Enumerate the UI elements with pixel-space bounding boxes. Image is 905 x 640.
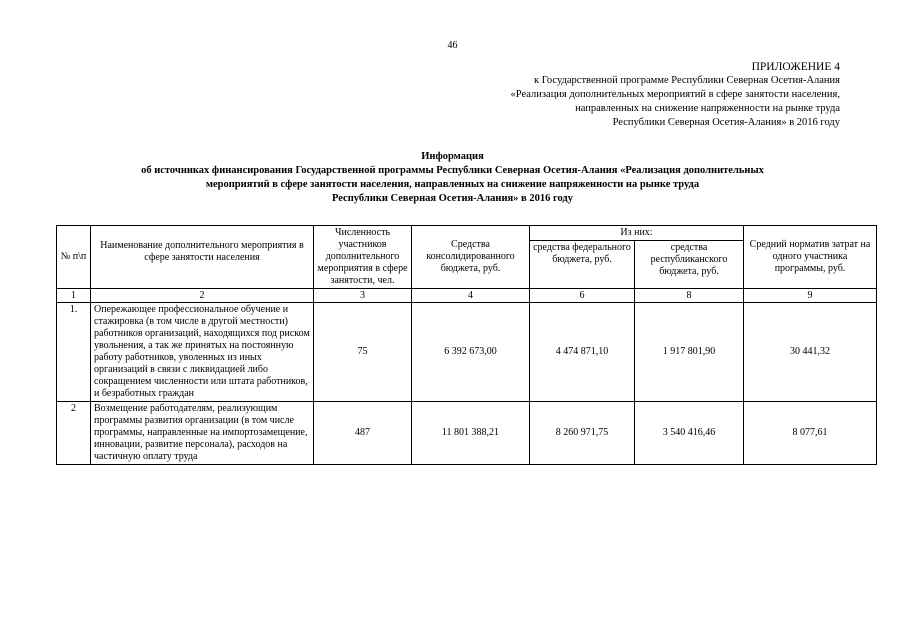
table-row (57, 402, 877, 465)
column-number: 2 (91, 289, 314, 303)
column-number: 4 (412, 289, 530, 303)
header-republic: средства республиканского бюджета, руб. (635, 240, 744, 288)
header-row (57, 226, 877, 241)
heading-line: об источниках финансирования Государственной программы Республики Северная Осетия-Алания «Реализация дополнительных (141, 165, 764, 176)
document-heading (40, 150, 865, 206)
row-consolidated: 6 392 673,00 (412, 303, 530, 402)
row-consolidated: 11 801 388,21 (412, 402, 530, 465)
row-number: 1. (57, 303, 91, 402)
table-row (57, 303, 877, 402)
heading-line: мероприятий в сфере занятости населения, направленных на снижение напряженности на рынке труда (205, 179, 700, 190)
row-republic: 1 917 801,90 (635, 303, 744, 402)
row-avg: 30 441,32 (744, 303, 877, 402)
row-number: 2 (57, 402, 91, 465)
page-number: 46 (447, 40, 458, 51)
appendix-title: ПРИЛОЖЕНИЕ 4 (751, 61, 840, 73)
column-number: 1 (57, 289, 91, 303)
appendix-line: к Государственной программе Республики Северная Осетия-Алания (534, 75, 840, 86)
row-count: 75 (314, 303, 412, 402)
appendix-line: Республики Северная Осетия-Алания» в 2016 году (612, 117, 840, 128)
header-count: Численность участников дополнительного мероприятия в сфере занятости, чел. (314, 226, 412, 289)
appendix-line: направленных на снижение напряженности на рынке труда (575, 103, 840, 114)
heading-title: Информация (421, 151, 484, 162)
row-federal: 8 260 971,75 (530, 402, 635, 465)
column-number-row (57, 289, 877, 303)
header-consolidated: Средства консолидированного бюджета, руб. (412, 226, 530, 289)
funding-table (56, 225, 877, 465)
header-avg: Средний норматив затрат на одного участника программы, руб. (744, 226, 877, 289)
row-republic: 3 540 416,46 (635, 402, 744, 465)
row-avg: 8 077,61 (744, 402, 877, 465)
heading-line: Республики Северная Осетия-Алания» в 2016 году (331, 193, 573, 204)
header-federal: средства федерального бюджета, руб. (530, 240, 635, 288)
header-of-them: Из них: (530, 226, 744, 241)
appendix-block (380, 60, 840, 130)
row-federal: 4 474 871,10 (530, 303, 635, 402)
appendix-line: «Реализация дополнительных мероприятий в сфере занятости населения, (510, 89, 840, 100)
column-number: 9 (744, 289, 877, 303)
row-name: Опережающее профессиональное обучение и стажировка (в том числе в другой местности) работников организаций, находящихся под риском увольнения, а так же принятых на постоянную работу работников, уволенных из иных организаций в связи с ликвидацией либо сокращением численности или штата работников, и безработных граждан (91, 303, 314, 402)
row-name: Возмещение работодателям, реализующим программы развития организации (в том числе программы, направленные на импортозамещение, инновации, развитие персонала), расходов на частичную оплату труда (91, 402, 314, 465)
header-num: № п\п (57, 226, 91, 289)
column-number: 6 (530, 289, 635, 303)
column-number: 3 (314, 289, 412, 303)
row-count: 487 (314, 402, 412, 465)
column-number: 8 (635, 289, 744, 303)
header-name: Наименование дополнительного мероприятия в сфере занятости населения (91, 226, 314, 289)
